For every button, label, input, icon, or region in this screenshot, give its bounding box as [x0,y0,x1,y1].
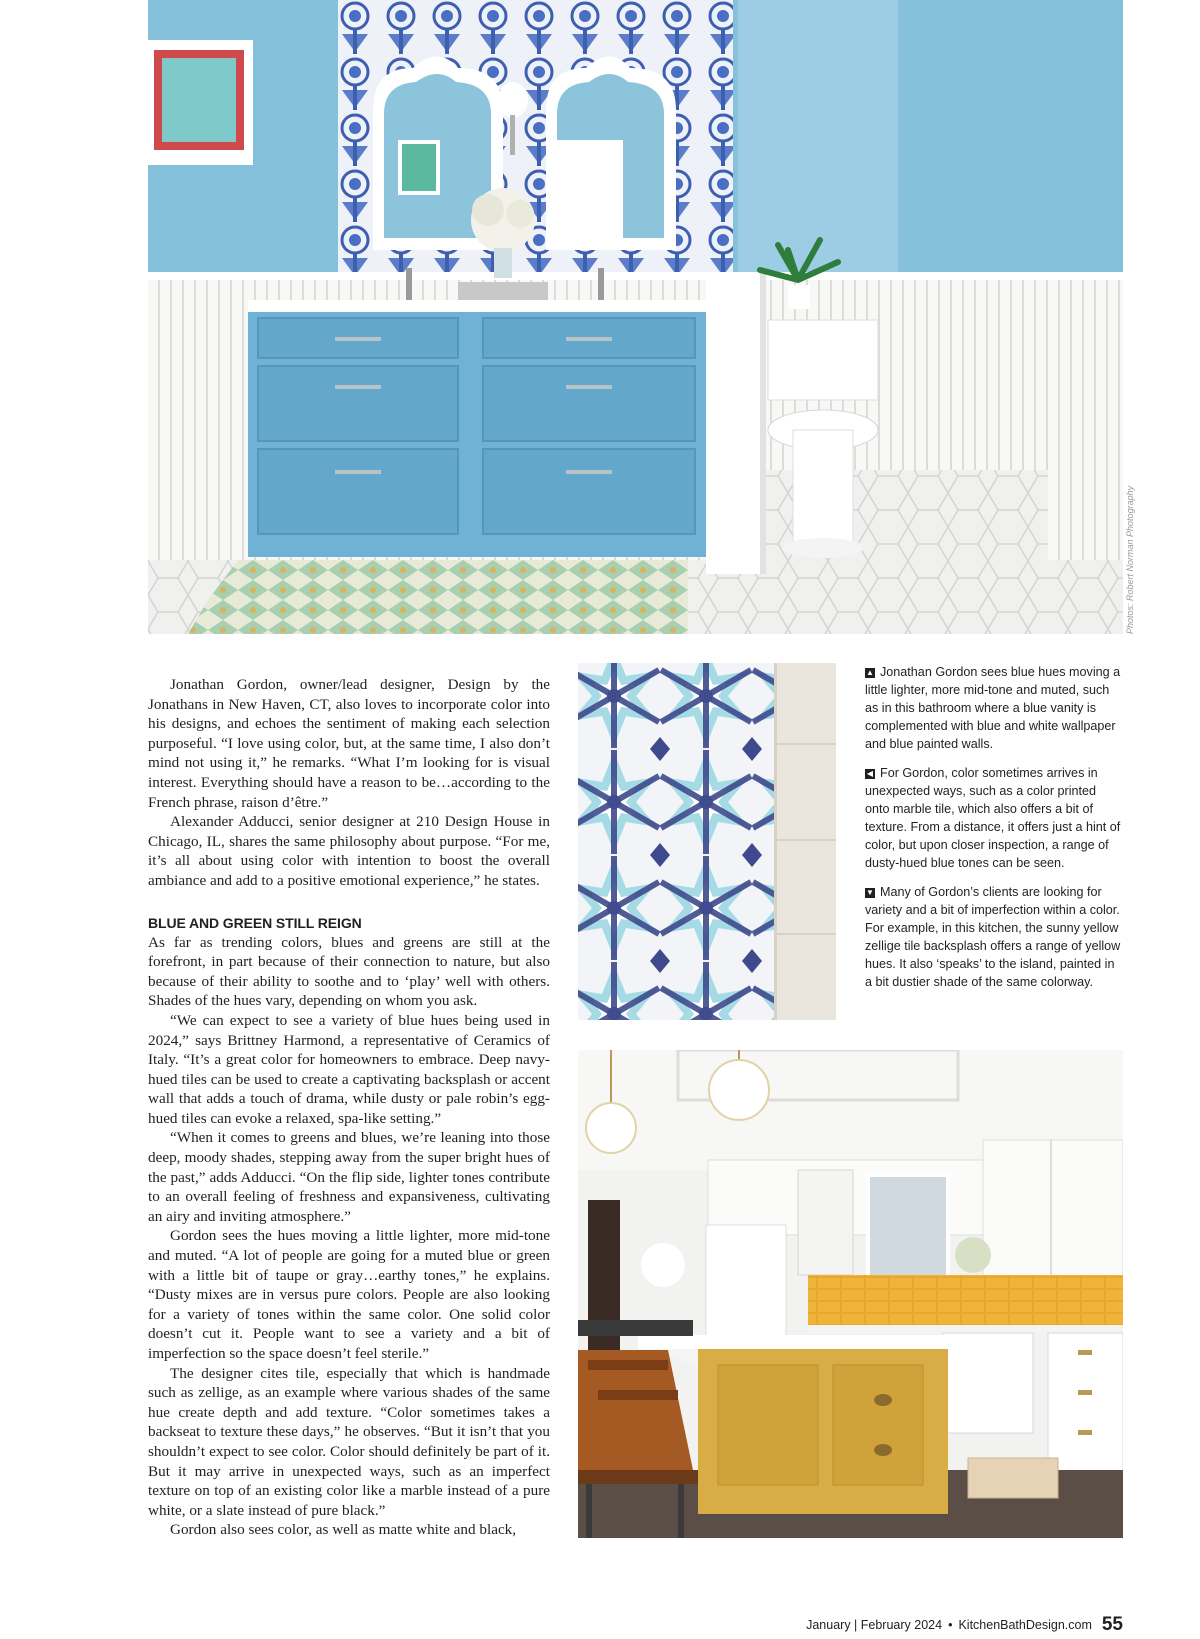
marble-tile-photo [578,663,836,1020]
kitchen-photo [578,1050,1123,1538]
body-paragraph: Jonathan Gordon, owner/lead designer, Design by the Jonathans in New Haven, CT, also loves to incorporate color into his designs, and echoes the sentiment of making each selection purposeful. “I love using color, but, at the same time, I also don’t mind not using it,” he remarks. “What I’m looking for is visual interest. Everything should have a reason to be…according to the French phrase, raison d’être.” [148,676,550,811]
page-footer [806,1614,1123,1636]
issue-date: January | February 2024 [806,1618,943,1632]
caption-kitchen [865,883,1123,991]
footer-separator: • [948,1618,953,1632]
body-paragraph: Alexander Adducci, senior designer at 210 Design House in Chicago, IL, shares the same philosophy about purpose. “For me, it’s all about using color with intention to boost the overall ambiance and add to a positive emotional experience,” he states. [148,813,550,889]
arrow-left-icon: ◀ [866,769,874,778]
arrow-up-icon: ▲ [866,668,874,677]
section-heading: BLUE AND GREEN STILL REIGN [148,914,362,931]
photo-credit-text: Photos: Robert Norman Photography [1125,485,1135,634]
body-paragraph: The designer cites tile, especially that which is handmade such as zellige, as an example where various shades of the same hue create depth and add texture. “Color sometimes takes a backseat to texture these days,” he observes. “But it isn’t that you shouldn’t expect to see color. Color should definitely be part of it. But it may arrive in unexpected ways, such as an imperfect texture on top of an existing color like a marble instead of a pure white, or a slate instead of pure black.” [148,1364,550,1519]
caption-text: Jonathan Gordon sees blue hues moving a little lighter, more mid-tone and muted, such as in this bathroom where a blue vanity is complemented with blue and white wallpaper and blue painted walls. [865,665,1121,751]
arrow-down-icon: ▼ [866,888,874,897]
caption-text: Many of Gordon’s clients are looking for variety and a bit of imperfection within a color. For example, in this kitchen, the sunny yellow zellige tile backsplash offers a range of yellow hues. It also ‘speaks’ to the island, painted in a bit dustier shade of the same colorway. [865,885,1121,989]
caption-bathroom [865,663,1123,753]
body-paragraph: Gordon also sees color, as well as matte white and black, [170,1521,517,1539]
body-paragraph: Gordon sees the hues moving a little lighter, more mid-tone and muted. “A lot of people are going for a muted blue or green with a little bit of taupe or gray…earthy tones,” he explains. “Dusty mixes are in versus pure colors. People are also looking for a variety of tones within the same color. One solid color doesn’t cut it. People want to see a variety and a bit of imperfection so the space doesn’t feel sterile.” [148,1227,550,1362]
photo-captions [865,663,1123,1002]
caption-tile [865,764,1123,872]
page-number: 55 [1101,1614,1123,1635]
body-paragraph: As far as trending colors, blues and greens are still at the forefront, in part because of their connection to nature, but also because of their ability to soothe and to ‘play’ well with others. Shades of the hues vary, depending on whom you ask. [148,933,550,1010]
body-paragraph: “When it comes to greens and blues, we’re leaning into those deep, moody shades, stepping away from the super bright hues of the past,” adds Adducci. “On the flip side, lighter tones contribute to an overall feeling of freshness and expansiveness, cultivating an airy and inviting atmosphere.” [148,1129,550,1225]
caption-text: For Gordon, color sometimes arrives in unexpected ways, such as a color printed onto marble tile, which also offers a bit of texture. From a distance, it offers just a hint of color, but upon closer inspection, a range of dusty-hued blue tones can be seen. [865,766,1121,870]
website-url: KitchenBathDesign.com [958,1618,1092,1632]
article-body [148,675,550,1540]
bathroom-photo [148,0,1123,634]
body-paragraph: “We can expect to see a variety of blue hues being used in 2024,” says Brittney Harmond, a representative of Ceramics of Italy. “It’s a great color for homeowners to embrace. Deep navy-hued tiles can be used to create a captivating backsplash or accent wall that adds a touch of drama, while dusty or pale robin’s egg-hued tiles can evoke a relaxed, spa-like setting.” [148,1011,550,1127]
photo-credit [1123,485,1139,634]
